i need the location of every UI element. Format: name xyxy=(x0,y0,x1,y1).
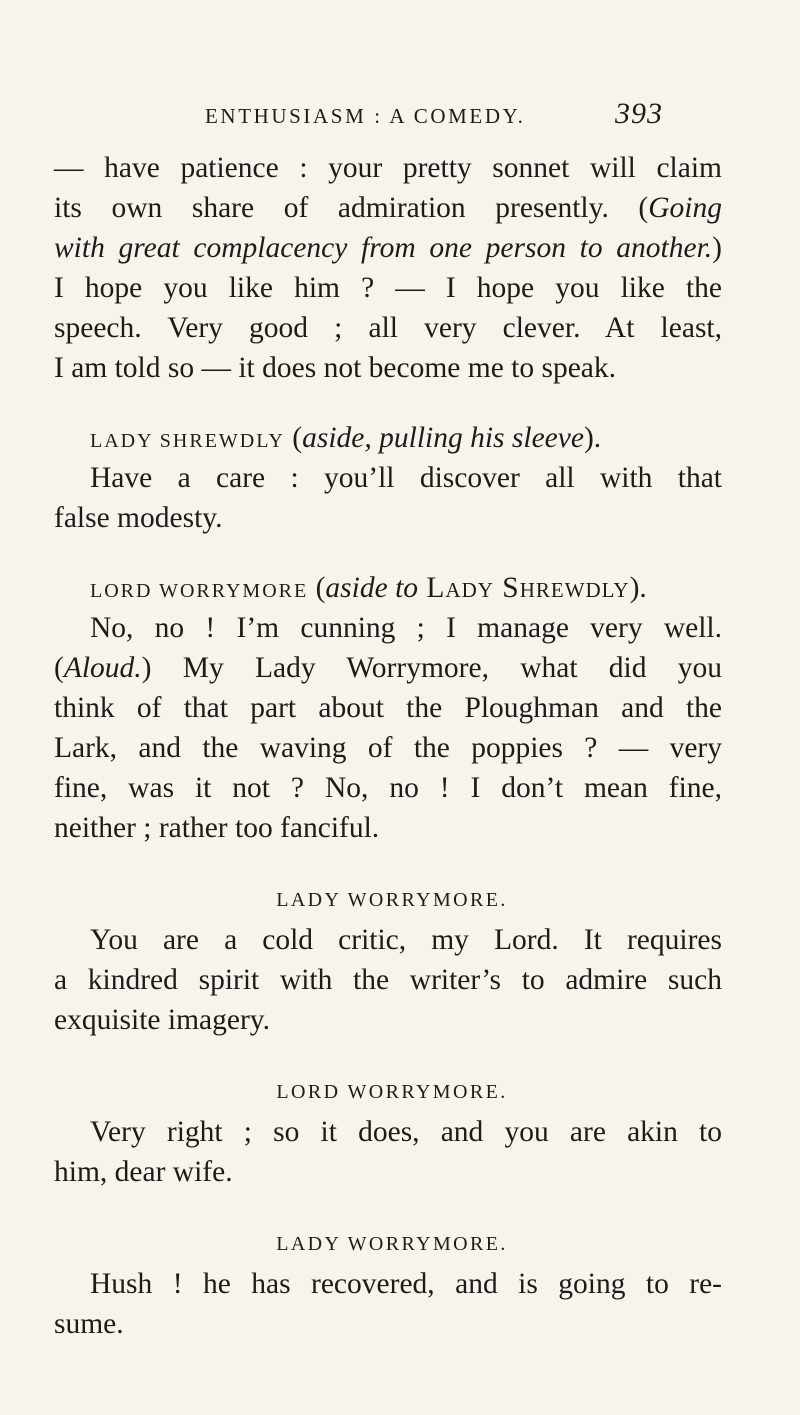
page-number: 393 xyxy=(615,97,663,130)
speaker-name: LADY SHREWDLY xyxy=(90,430,285,452)
page-body xyxy=(54,148,722,1344)
text-line: Have a care : you’ll discover all with that xyxy=(90,462,722,494)
text-run: ( xyxy=(54,652,64,684)
speaker-heading: LADY WORRYMORE. xyxy=(276,889,508,911)
speaker-heading: LORD WORRYMORE. xyxy=(276,1081,508,1103)
stage-direction: Aloud. xyxy=(63,652,142,684)
text-line: exquisite imagery. xyxy=(54,1004,270,1036)
text-line xyxy=(54,228,722,268)
text-line: No, no ! I’m cunning ; I manage very well. xyxy=(90,612,722,644)
speaker-heading: LADY WORRYMORE. xyxy=(276,1233,508,1255)
text-run: its own share of admiration presently. ( xyxy=(54,192,649,224)
running-head: ENTHUSIASM : A COMEDY. xyxy=(205,104,526,128)
text-line xyxy=(54,188,722,228)
speech-heading xyxy=(54,568,722,608)
stage-direction: Going xyxy=(648,192,722,224)
stage-direction: aside, pulling his sleeve xyxy=(302,422,584,454)
text-line: false modesty. xyxy=(54,502,223,534)
text-line xyxy=(54,648,722,688)
text-run: ) xyxy=(712,232,722,264)
text-line: You are a cold critic, my Lord. It requires xyxy=(90,924,722,956)
text-run: Lady Shrewdly xyxy=(418,572,630,604)
text-line: a kindred spirit with the writer’s to admire such xyxy=(54,964,722,996)
text-line: Very right ; so it does, and you are akin to xyxy=(90,1116,722,1148)
text-line: speech. Very good ; all very clever. At least, xyxy=(54,312,722,344)
stage-direction: aside to xyxy=(325,572,419,604)
stage-direction: with great complacency from one person to another. xyxy=(54,232,713,264)
text-line: neither ; rather too fanciful. xyxy=(54,812,380,844)
speech-heading xyxy=(54,418,722,458)
text-run: ). xyxy=(583,422,602,454)
text-run: ( xyxy=(308,572,326,604)
speaker-name: LORD WORRYMORE xyxy=(90,580,309,602)
text-run: ) My Lady Worrymore, what did you xyxy=(141,652,722,684)
text-line: I hope you like him ? — I hope you like the xyxy=(54,272,722,304)
text-line: fine, was it not ? No, no ! I don’t mean fine, xyxy=(54,772,722,804)
text-line: Lark, and the waving of the poppies ? — very xyxy=(54,732,722,764)
text-run: ( xyxy=(284,422,303,454)
text-run: ). xyxy=(629,572,647,604)
text-line: Hush ! he has recovered, and is going to re- xyxy=(90,1268,722,1300)
text-line: I am told so — it does not become me to speak. xyxy=(54,352,617,384)
text-line: him, dear wife. xyxy=(54,1156,233,1188)
text-line: — have patience : your pretty sonnet will claim xyxy=(54,152,722,184)
text-line: think of that part about the Ploughman and the xyxy=(54,692,722,724)
text-line: sume. xyxy=(54,1308,124,1340)
